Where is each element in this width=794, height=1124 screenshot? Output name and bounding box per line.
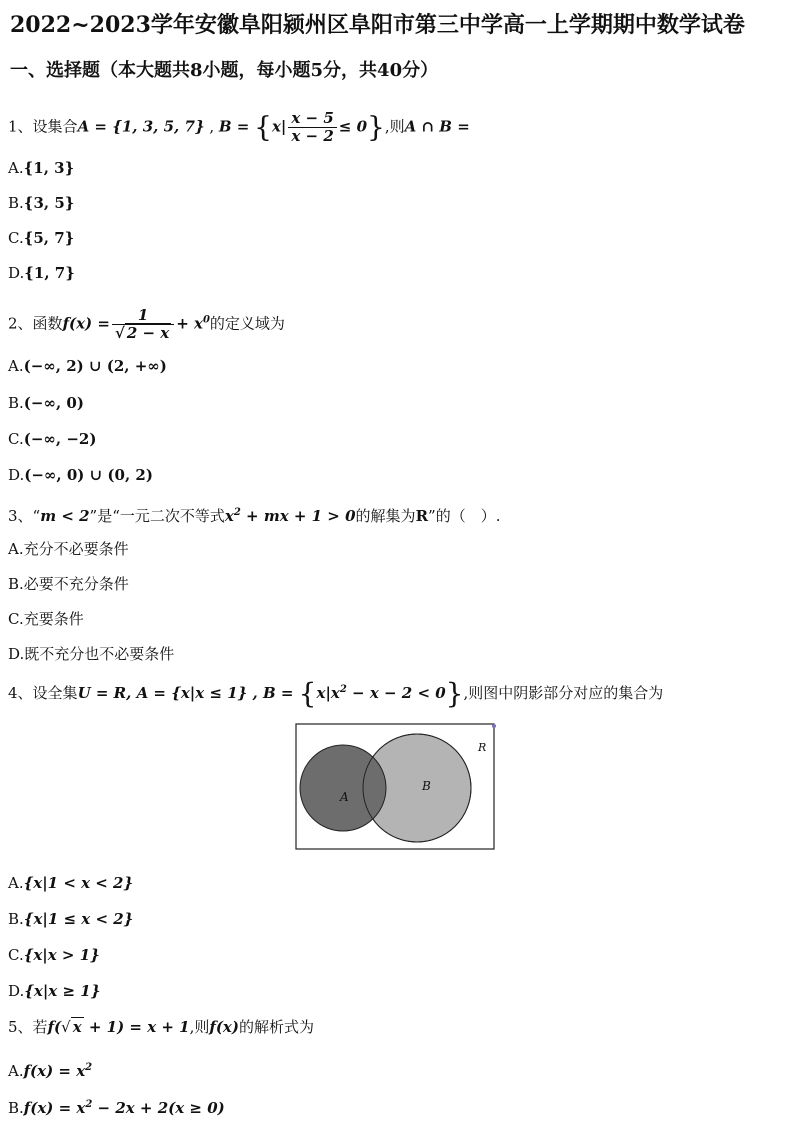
- q4-option-b: B.{x|1 ≤ x < 2}: [8, 910, 134, 928]
- q5-option-b: $B.f(x) = x^2 - 2x + 2(x \ge 0)$: [8, 1099, 225, 1117]
- q3-option-c: C.充要条件: [8, 610, 84, 628]
- label-a: A: [340, 790, 349, 804]
- q3-option-a: A.充分不必要条件: [8, 540, 129, 558]
- q2-option-c: C.(−∞, −2): [8, 430, 97, 448]
- question-number: 1、: [8, 117, 33, 136]
- q4-option-d: D.{x|x ≥ 1}: [8, 982, 101, 1000]
- fraction-denominator: [112, 325, 174, 342]
- page-title: 2022~2023学年安徽阜阳颍州区阜阳市第三中学高一上学期期中数学试卷: [10, 12, 745, 38]
- set-var: x|: [271, 117, 287, 136]
- fraction-numerator: x − 5: [288, 110, 336, 128]
- fraction-numerator: 1: [112, 307, 174, 325]
- question-4: 4、设全集U = R, A = {x|x ≤ 1} , $B = \{x|x^2 - x - 2 < 0\}$,则图中阴影部分对应的集合为: [8, 677, 664, 710]
- q1-option-b: B.{3, 5}: [8, 194, 75, 212]
- q2-option-b: B.(−∞, 0): [8, 394, 84, 412]
- brace-left: {: [254, 110, 272, 144]
- fraction-denominator: x − 2: [291, 127, 334, 145]
- brace-right: }: [367, 110, 385, 144]
- q5-option-a: $A.f(x) = x^2$: [8, 1062, 93, 1080]
- question-1: 1、设集合A = {1, 3, 5, 7} , B = {x| $\frac{x - 5}{x - 2}$ ≤ 0},则A ∩ B =: [8, 109, 470, 145]
- q2-option-a: A.(−∞, 2) ∪ (2, +∞): [8, 357, 167, 375]
- exponent: 0: [202, 314, 210, 326]
- question-ask: A ∩ B =: [404, 117, 470, 136]
- question-5: 5、若f(√ x + 1) = x + 1,则f(x)的解析式为: [8, 1018, 314, 1036]
- question-2: [8, 307, 285, 342]
- q1-option-c: C.{5, 7}: [8, 229, 75, 247]
- fraction: [288, 110, 336, 145]
- sqrt-arg: 2 − x: [126, 324, 170, 342]
- q2-option-d: D.(−∞, 0) ∪ (0, 2): [8, 466, 153, 484]
- plus-term: + x: [176, 314, 203, 333]
- question-3: 3、“m < 2”是“一元二次不等式$x^2$ + mx + 1 > 0的解集为R”的（ ）.: [8, 507, 501, 525]
- set-b-lhs: B =: [218, 117, 250, 136]
- fraction: [112, 307, 174, 342]
- sqrt-sign: √: [114, 324, 125, 342]
- question-text: ,则: [384, 117, 405, 136]
- q1-option-a: A.{1, 3}: [8, 159, 75, 177]
- function-name: f(x) =: [62, 314, 110, 333]
- label-b: B: [422, 779, 431, 793]
- set-a: A = {1, 3, 5, 7}: [77, 117, 205, 136]
- question-text: 设集合: [32, 117, 78, 136]
- question-number: 2、: [8, 314, 33, 333]
- corner-dot: [492, 724, 496, 728]
- q4-option-c: C.{x|x > 1}: [8, 946, 100, 964]
- q1-option-d: D.{1, 7}: [8, 264, 75, 282]
- question-text: 的定义域为: [209, 314, 285, 333]
- q4-option-a: A.{x|1 < x < 2}: [8, 874, 134, 892]
- q3-option-b: B.必要不充分条件: [8, 575, 129, 593]
- condition: ≤ 0: [338, 117, 368, 136]
- set-a-circle: [300, 745, 386, 831]
- question-text: 函数: [32, 314, 63, 333]
- section-heading: 一、选择题（本大题共8小题，每小题5分，共40分）: [10, 60, 439, 81]
- label-r: R: [478, 741, 487, 754]
- venn-diagram: [295, 722, 497, 852]
- q3-option-d: D.既不充分也不必要条件: [8, 645, 175, 663]
